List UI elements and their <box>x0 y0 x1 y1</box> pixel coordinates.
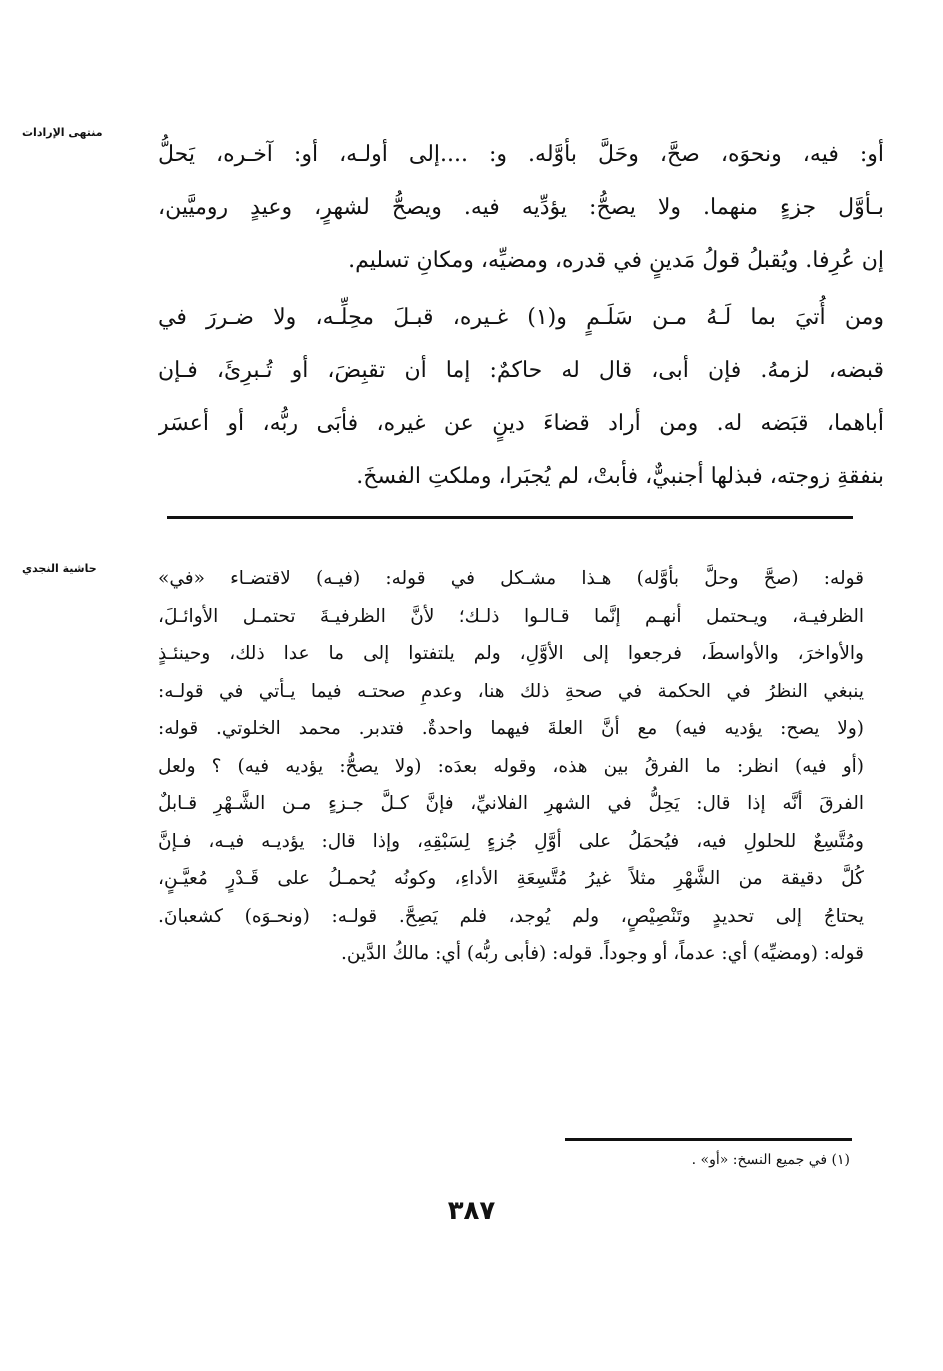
commentary-line: ومُتَّسِعٌ للحلولِ فيه، فيُحمَلُ على أوَّلِ جُزءٍ لِسَبْقِهِ، وإذا قال: يؤديـه فيـه، فـإنَّ <box>158 830 864 852</box>
commentary-line: كُلَّ دقيقة من الشَّهْرِ مثلاً غيرُ مُتَّسِعَةِ الأداءِ، وكونُه يُحمـلُ على قَـدْرٍ مُعيَّـنٍ، <box>158 868 864 889</box>
commentary-text <box>158 560 864 973</box>
page-number: ٣٨٧ <box>447 1196 496 1226</box>
commentary-line: قوله: (ومضيِّه) أي: عدماً، أو وجوداً. قوله: (فأبى ربُّه) أي: مالكُ الدَّين. <box>341 943 864 964</box>
footnote-divider <box>565 1138 852 1141</box>
commentary-line: والأواخرَ، والأواسطَ، فرجعوا إلى الأوَّلِ، ولم يلتفتوا إلى ما عدا ذلك، وحينئـذٍ <box>158 643 864 664</box>
main-text-line: بـأوَّل جزءٍ منهما. ولا يصحُّ: يؤدِّيه فيه. ويصحُّ لشهرٍ، وعيدٍ روميَّين، <box>158 195 884 220</box>
main-text-line: إن عُرِفا. ويُقبلُ قولُ مَدينٍ في قدره، ومضيِّه، ومكانِ تسليم. <box>348 248 884 273</box>
commentary-line: قوله: (صحَّ وحلَّ بأوَّله) هـذا مشـكل في قوله: (فيـه) لاقتضـاء «في» <box>158 568 864 589</box>
commentary-line: الفرقَ أنَّه إذا قال: يَحِلُّ في الشهرِ الفلانيِّ، فإنَّ كـلَّ جـزءٍ مـن الشَّـهْرِ قـابلٌ <box>158 793 864 814</box>
side-label-commentary-title: حاشية النجدي <box>22 562 97 575</box>
commentary-line: (ولا يصح: يؤديه فيه) مع أنَّ العلةَ فيهما واحدةٌ. فتدبر. محمد الخلوتي. قوله: <box>158 718 864 739</box>
footnote: (١) في جميع النسخ: «أو» . <box>691 1152 850 1168</box>
commentary-line: الظرفيـة، ويـحتمل أنهـم إنَّما قـالـوا ذلـك؛ لأنَّ الظرفيـةَ تحتمـل الأوائـلَ، <box>158 605 864 627</box>
main-text-line: بنفقةِ زوجته، فبذلها أجنبيٌّ، فأبتْ، لم يُجبَرا، وملكتِ الفسخَ. <box>356 464 884 489</box>
main-text-line: أباهما، قبَضه له. ومن أراد قضاءَ دينٍ عن غيره، فأبَى ربُّه، أو أعسَر <box>158 411 884 436</box>
main-text-line: قبضه، لزمهُ. فإن أبى، قال له حاكمٌ: إما أن تقبِضَ، أو تُـبرِئَ، فـإن <box>158 358 884 383</box>
commentary-line: ينبغي النظرُ في الحكمة في صحةِ ذلك هنا، وعدمِ صحتـه فيما يـأتي في قولـه: <box>158 680 864 702</box>
main-text <box>158 128 884 503</box>
section-divider <box>167 516 853 519</box>
side-label-source-title: منتهى الإرادات <box>22 126 103 139</box>
commentary-line: (أو فيه) انظر: ما الفرقُ بين هذه، وقوله بعدَه: (ولا يصحُّ: يؤديه فيه) ؟ ولعل <box>158 755 864 777</box>
main-text-line: أو: فيه، ونحوَه، صحَّ، وحَلَّ بأوَّله. و: ....إلى أولـه، أو: آخـره، يَحلُّ <box>158 142 884 167</box>
commentary-line: يحتاجُ إلى تحديدٍ وتَنْصِيْصٍ، ولم يُوجد، فلم يَصِحَّ. قولـه: (ونحـوَه) كشعبانَ. <box>158 905 864 927</box>
main-text-line: ومن أُتيَ بما لَـهُ مـن سَلَـمٍ و(١) غـيره، قبـلَ محِلِّـه، ولا ضـررَ في <box>158 305 884 330</box>
